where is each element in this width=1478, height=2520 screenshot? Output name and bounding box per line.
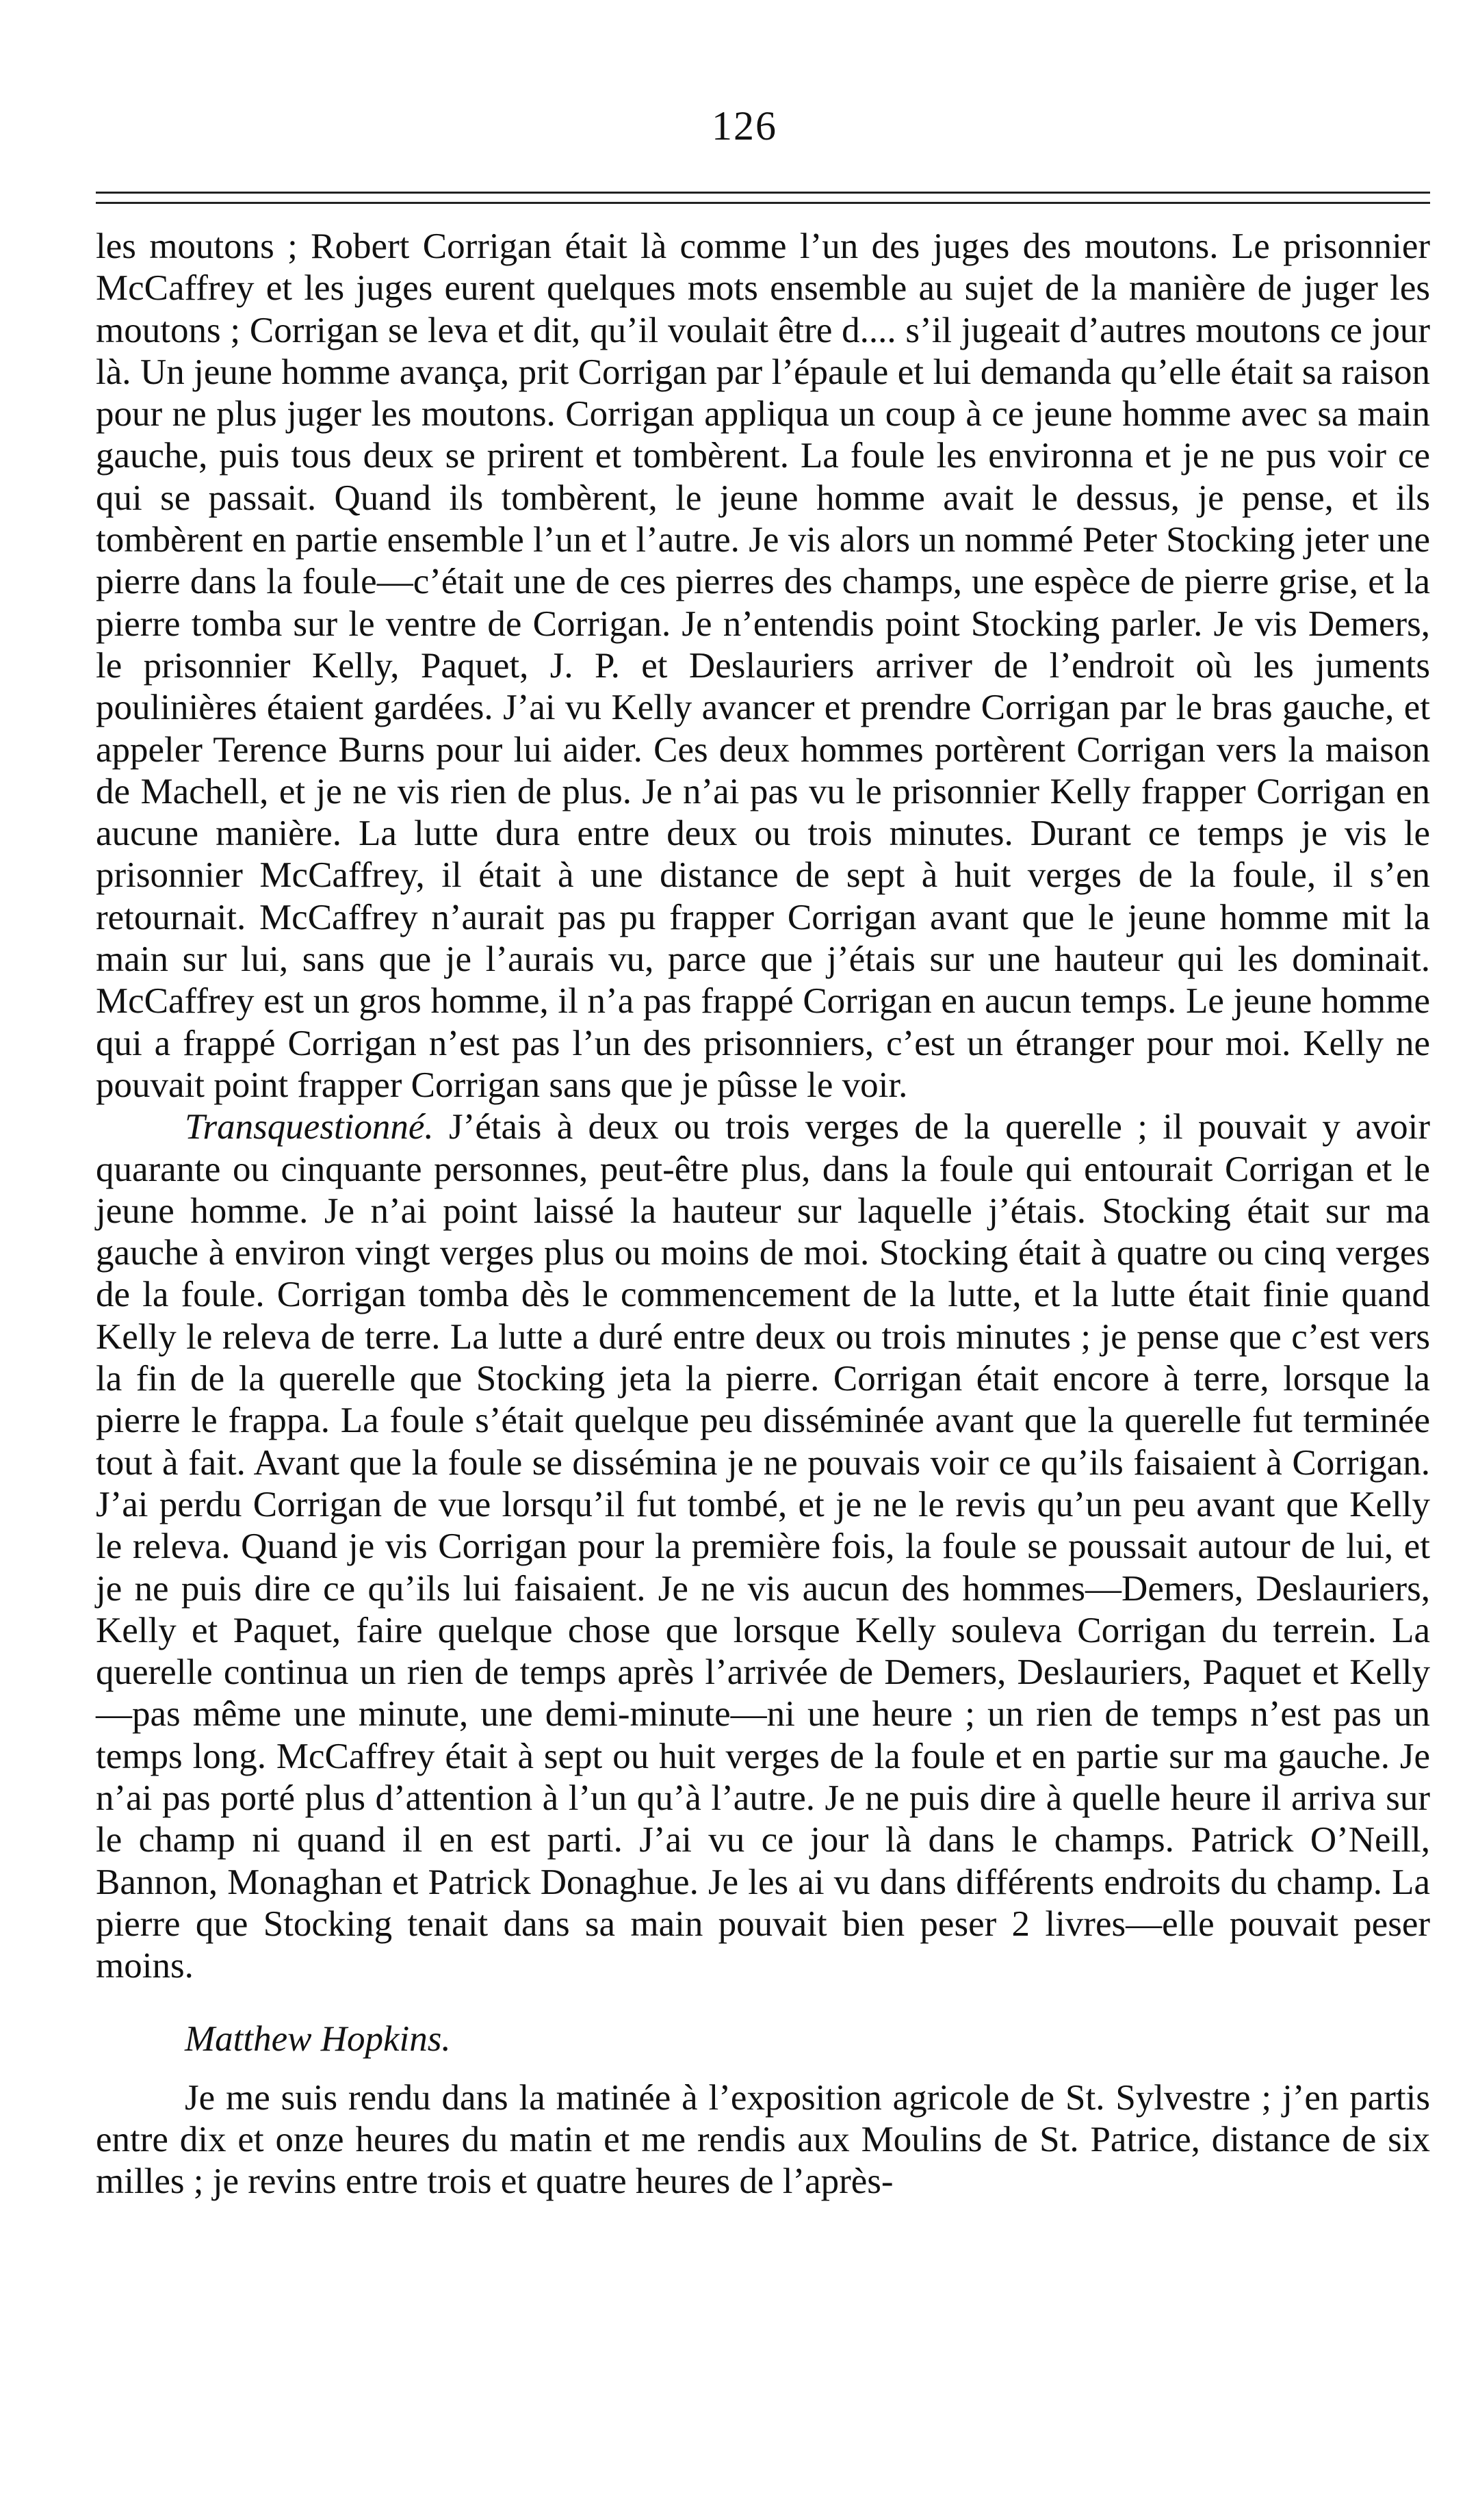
header-rule: [96, 192, 1430, 204]
body-text: [96, 226, 1430, 2203]
cross-examination-paragraph: [96, 1106, 1430, 1987]
testimony-part-1: les moutons ; Robert Corrigan était là comme l’un des juges des moutons. Le prisonnier McCaffrey et les juges eurent quelques mots ensemble au sujet de la manière de juger les moutons ; Corrigan se leva et dit, qu’il voulait être d.... s’il jugeait d’autres moutons ce jour là. Un jeune homme avança, prit Corrigan par l’épaule et lui demanda qu’elle était sa raison pour ne plus juger les moutons. Corrigan appliqua un coup à ce jeune homme avec sa main gauche, puis tous deux se prirent et tombèrent. La foule les environna et je ne pus voir ce qui se passait. Quand ils tombèrent, le jeune homme avait le dessus, je pense, et ils tombèrent en partie ensemble l’un et l’autre. Je vis alors un nommé Peter Stocking jeter une pierre dans la foule—c’était une de ces pierres des champs, une espèce de pierre grise, et la pierre tomba sur le ventre de Corrigan. Je n’entendis point Stocking parler. Je vis Demers, le prisonnier Kelly, Paquet, J. P. et Deslauriers arriver de l’endroit où les juments poulinières étaient gardées. J’ai vu Kelly avancer et prendre Corrigan par le bras gauche, et appeler Terence Burns pour lui aider. Ces deux hommes portèrent Corrigan vers la maison de Machell, et je ne vis rien de plus. Je n’ai pas vu le prisonnier Kelly frapper Corrigan en aucune manière. La lutte dura entre deux ou trois minutes. Durant ce temps je vis le prisonnier McCaffrey, il était à une distance de sept à huit verges de la foule, il s’en retournait. McCaffrey n’aurait pas pu frapper Corrigan avant que le jeune homme mit la main sur lui, sans que je l’aurais vu, parce que j’étais sur une hauteur qui les dominait. McCaffrey est un gros homme, il n’a pas frappé Corrigan en aucun temps. Le jeune homme qui a frappé Corrigan n’est pas l’un des prisonniers, c’est un étranger pour moi. Kelly ne pouvait point frapper Corrigan sans que je pûsse le voir.: [96, 226, 1430, 1105]
page-number: 126: [712, 103, 777, 148]
cross-examination-label: Transquestionné.: [185, 1107, 434, 1147]
testimony-part-2: J’étais à deux ou trois verges de la querelle ; il pouvait y avoir quarante ou cinquante personnes, peut-être plus, dans la foule qui entourait Corrigan et le jeune homme. Je n’ai point laissé la hauteur sur laquelle j’étais. Stocking était sur ma gauche à environ vingt verges plus ou moins de moi. Stocking était à quatre ou cinq verges de la foule. Corrigan tomba dès le commencement de la lutte, et la lutte était finie quand Kelly le releva de terre. La lutte a duré entre deux ou trois minutes ; je pense que c’est vers la fin de la querelle que Stocking jeta la pierre. Corrigan était encore à terre, lorsque la pierre le frappa. La foule s’était quelque peu disséminée avant que la querelle fut terminée tout à fait. Avant que la foule se dissémina je ne pouvais voir ce qu’ils faisaient à Corrigan. J’ai perdu Corrigan de vue lorsqu’il fut tombé, et je ne le revis qu’un peu avant que Kelly le releva. Quand je vis Corrigan pour la première fois, la foule se poussait autour de lui, et je ne puis dire ce qu’ils lui faisaient. Je ne vis aucun des hommes—Demers, Deslauriers, Kelly et Paquet, faire quelque chose que lorsque Kelly souleva Corrigan du terrein. La querelle continua un rien de temps après l’arrivée de Demers, Deslauriers, Paquet et Kelly—pas même une minute, une demi-minute—ni une heure ; un rien de temps n’est pas un temps long. McCaffrey était à sept ou huit verges de la foule et en partie sur ma gauche. Je n’ai pas porté plus d’attention à l’un qu’à l’autre. Je ne puis dire à quelle heure il arriva sur le champ ni quand il en est parti. J’ai vu ce jour là dans le champs. Patrick O’Neill, Bannon, Monaghan et Patrick Donaghue. Je les ai vu dans différents endroits du champ. La pierre que Stocking tenait dans sa main pouvait bien peser 2 livres—elle pouvait peser moins.: [96, 1107, 1430, 1986]
witness-testimony: Je me suis rendu dans la matinée à l’exposition agricole de St. Sylvestre ; j’en partis entre dix et onze heures du matin et me rendis aux Moulins de St. Patrice, distance de six milles ; je revins entre trois et quatre heures de l’après-: [96, 2077, 1430, 2202]
testimony-paragraph: [96, 226, 1430, 1106]
witness-heading: Matthew Hopkins.: [185, 2019, 451, 2060]
